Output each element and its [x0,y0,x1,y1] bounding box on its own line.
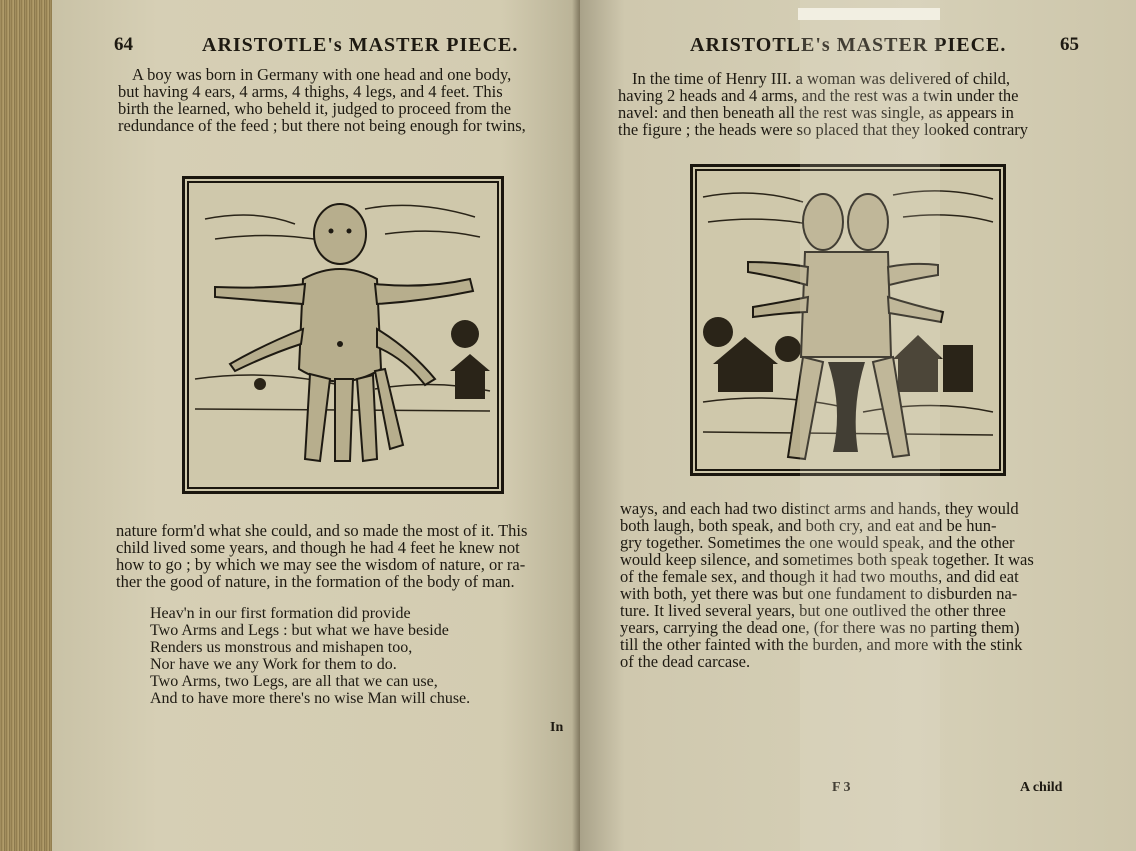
poem-line: Nor have we any Work for them to do. [150,656,397,673]
text-line: till the other fainted with the burden, and more with the stink [620,635,1023,654]
poem-line: Heav'n in our first formation did provide [150,605,411,622]
left-catchword: In [550,720,564,735]
text-line: having 2 heads and 4 arms, and the rest was a twin under the [618,86,1019,105]
paper-tab [798,8,940,20]
woodcut-four-limbed-boy [182,176,504,494]
left-bottom-paragraph [116,522,572,590]
page-edges [0,0,52,851]
text-line: gry together. Sometimes the one would speak, and the other [620,533,1015,552]
left-page-number: 64 [114,34,133,55]
text-line: with both, yet there was but one fundament to disburden na- [620,584,1018,603]
text-line: ways, and each had two distinct arms and hands, they would [620,499,1019,518]
text-line: but having 4 ears, 4 arms, 4 thighs, 4 legs, and 4 feet. This [118,82,503,101]
text-line: of the dead carcase. [620,652,751,671]
poem-line: Two Arms and Legs : but what we have beside [150,622,449,639]
text-line: nature form'd what she could, and so made the most of it. This [116,521,528,540]
right-catchword: A child [1020,780,1063,795]
text-line: In the time of Henry III. a woman was delivered of child, [632,69,1010,88]
text-line: navel: and then beneath all the rest was single, as appears in [618,103,1014,122]
text-line: child lived some years, and though he had 4 feet he knew not [116,538,520,557]
left-top-paragraph [118,66,570,134]
left-page [52,0,580,851]
poem-line: Two Arms, two Legs, are all that we can use, [150,673,438,690]
text-line: ture. It lived several years, but one outlived the other three [620,601,1006,620]
poem-line: Renders us monstrous and mishapen too, [150,639,413,656]
text-line: redundance of the feed ; but there not being enough for twins, [118,116,526,135]
text-line: ther the good of nature, in the formation of the body of man. [116,572,515,591]
text-line: of the female sex, and though it had two mouths, and did eat [620,567,1019,586]
left-running-head: ARISTOTLE's MASTER PIECE. [202,34,519,56]
signature-mark: F 3 [832,780,851,795]
poem-line: And to have more there's no wise Man will chuse. [150,690,471,707]
light-strip [800,0,940,851]
text-line: birth the learned, who beheld it, judged to proceed from the [118,99,512,118]
text-line: the figure ; the heads were so placed that they looked contrary [618,120,1029,139]
text-line: both laugh, both speak, and both cry, and eat and be hun- [620,516,997,535]
text-line: A boy was born in Germany with one head and one body, [132,65,512,84]
text-line: would keep silence, and sometimes both speak together. It was [620,550,1034,569]
text-line: how to go ; by which we may see the wisdom of nature, or ra- [116,555,526,574]
left-poem [150,605,470,707]
right-page-number: 65 [1060,34,1079,55]
right-running-head: ARISTOTLE's MASTER PIECE. [690,34,1007,56]
text-line: years, carrying the dead one, (for there was no parting them) [620,618,1020,637]
